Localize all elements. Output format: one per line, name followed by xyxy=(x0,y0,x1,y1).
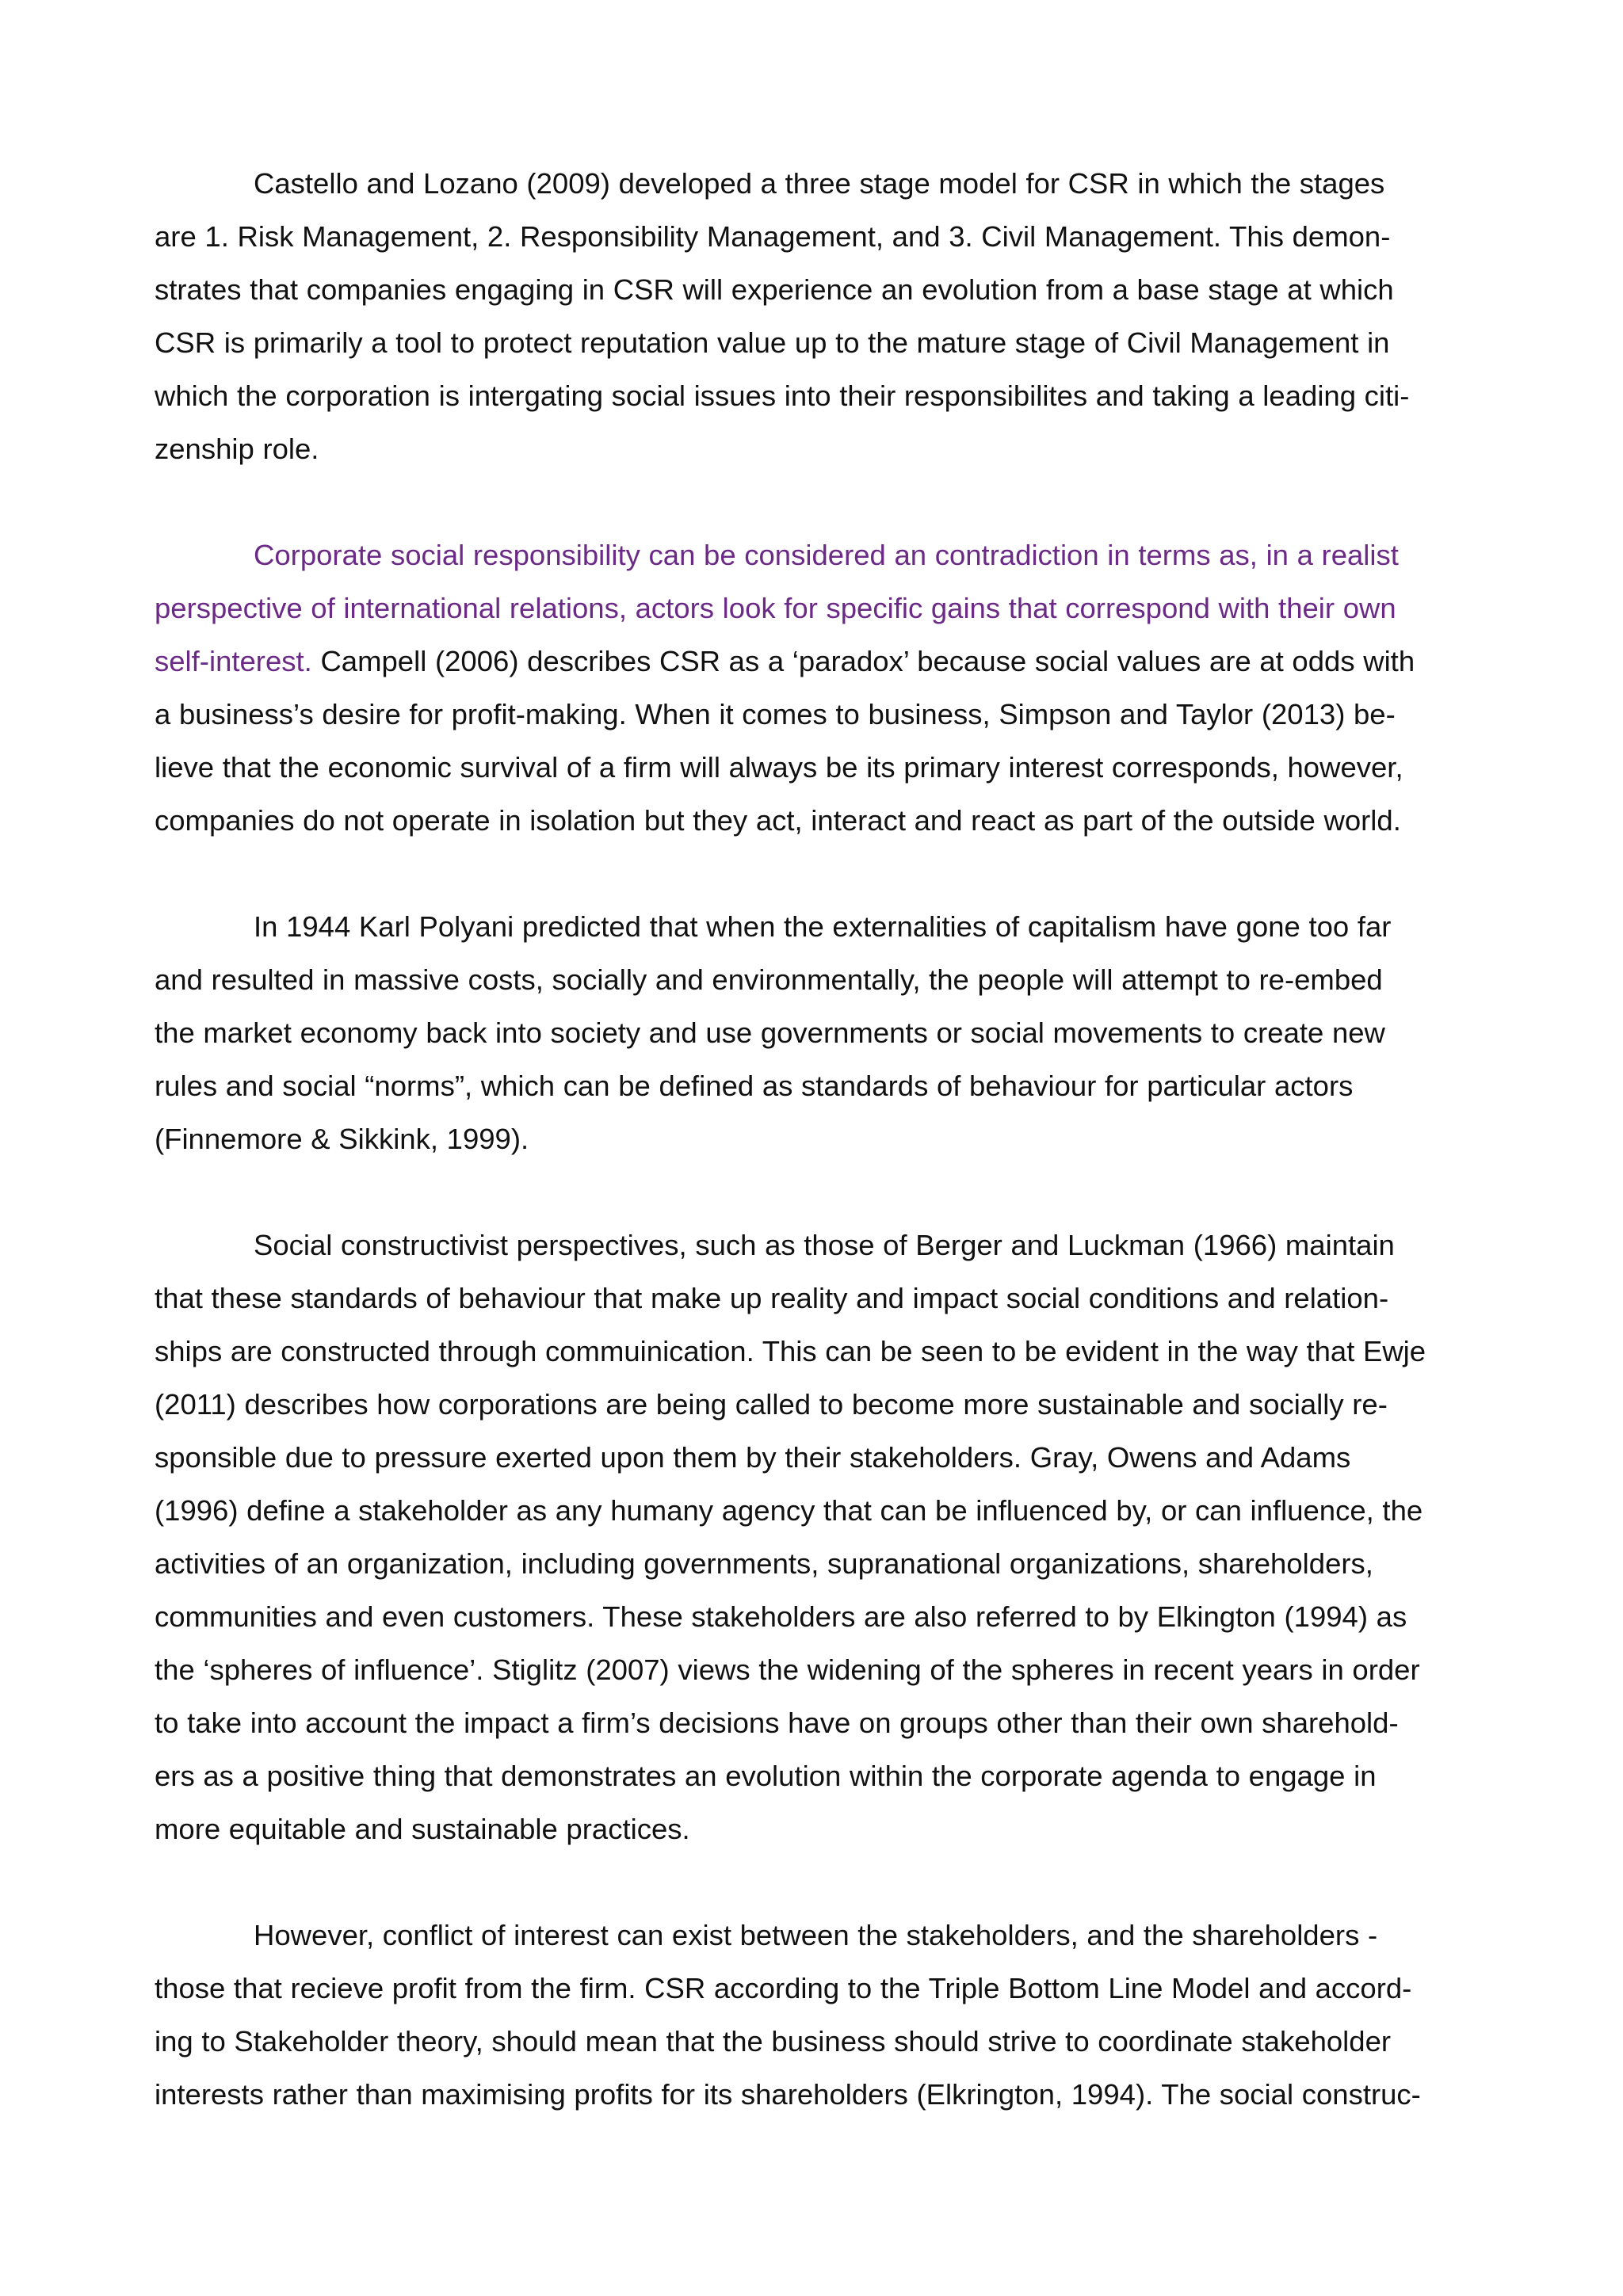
text-line: that these standards of behaviour that make up reality and impact social conditions and relation- xyxy=(155,1282,1389,1314)
text-line: (2011) describes how corporations are being called to become more sustainable and socially re- xyxy=(155,1388,1388,1421)
text-line: strates that companies engaging in CSR will experience an evolution from a base stage at which xyxy=(155,273,1394,306)
body-text xyxy=(155,157,1470,2121)
text-line: to take into account the impact a firm’s decisions have on groups other than their own sharehold- xyxy=(155,1707,1399,1739)
text-line: and resulted in massive costs, socially and environmentally, the people will attempt to re-embed xyxy=(155,963,1383,996)
text-line: ing to Stakeholder theory, should mean that the business should strive to coordinate stakeholder xyxy=(155,2025,1392,2058)
text-line: CSR is primarily a tool to protect reputation value up to the mature stage of Civil Management in xyxy=(155,326,1390,359)
text-line: sponsible due to pressure exerted upon them by their stakeholders. Gray, Owens and Adams xyxy=(155,1441,1351,1474)
paragraph-csr-contradiction xyxy=(155,528,1470,847)
text-line: more equitable and sustainable practices. xyxy=(155,1813,690,1845)
text-line: However, conflict of interest can exist between the stakeholders, and the shareholders - xyxy=(254,1919,1378,1951)
text-line: communities and even customers. These stakeholders are also referred to by Elkington (1994) as xyxy=(155,1600,1407,1633)
text-line: a business’s desire for profit-making. When it comes to business, Simpson and Taylor (2013) be- xyxy=(155,698,1396,730)
text-line: lieve that the economic survival of a firm will always be its primary interest corresponds, however, xyxy=(155,751,1403,784)
paragraph-conflict-of-interest xyxy=(155,1909,1470,2121)
paragraph-csr-stage-model xyxy=(155,157,1470,475)
text-line: Social constructivist perspectives, such as those of Berger and Luckman (1966) maintain xyxy=(254,1229,1395,1261)
text-line: ships are constructed through commuinication. This can be seen to be evident in the way that Ewje xyxy=(155,1335,1426,1367)
text-line: (1996) define a stakeholder as any humany agency that can be influenced by, or can influence, the xyxy=(155,1494,1423,1527)
text-line: the ‘spheres of influence’. Stiglitz (2007) views the widening of the spheres in recent years in order xyxy=(155,1653,1420,1686)
text-line: activities of an organization, including governments, supranational organizations, shareholders, xyxy=(155,1547,1373,1580)
text-line: zenship role. xyxy=(155,433,319,465)
highlighted-text-line: perspective of international relations, actors look for specific gains that correspond with their own xyxy=(155,592,1396,624)
text-line: are 1. Risk Management, 2. Responsibility Management, and 3. Civil Management. This demon- xyxy=(155,220,1391,253)
text-line: companies do not operate in isolation but they act, interact and react as part of the outside world. xyxy=(155,804,1401,837)
paragraph-polyani xyxy=(155,900,1470,1165)
text-line: the market economy back into society and use governments or social movements to create new xyxy=(155,1016,1385,1049)
text-line: which the corporation is intergating social issues into their responsibilites and taking a leading citi- xyxy=(155,379,1410,412)
text-line: In 1944 Karl Polyani predicted that when the externalities of capitalism have gone too far xyxy=(254,910,1392,943)
text-line: interests rather than maximising profits for its shareholders (Elkrington, 1994). The social construc- xyxy=(155,2078,1421,2111)
paragraph-social-constructivist xyxy=(155,1219,1470,1855)
highlighted-text-line: self-interest. xyxy=(155,645,312,677)
text-line: (Finnemore & Sikkink, 1999). xyxy=(155,1123,529,1155)
highlighted-text-line: Corporate social responsibility can be considered an contradiction in terms as, in a realist xyxy=(254,539,1399,571)
text-line: Campell (2006) describes CSR as a ‘paradox’ because social values are at odds with xyxy=(311,645,1415,677)
text-line: those that recieve profit from the firm. CSR according to the Triple Bottom Line Model and accord- xyxy=(155,1972,1412,2004)
text-line: Castello and Lozano (2009) developed a three stage model for CSR in which the stages xyxy=(254,167,1385,200)
text-line: rules and social “norms”, which can be defined as standards of behaviour for particular actors xyxy=(155,1070,1354,1102)
text-line: ers as a positive thing that demonstrates an evolution within the corporate agenda to engage in xyxy=(155,1760,1377,1792)
